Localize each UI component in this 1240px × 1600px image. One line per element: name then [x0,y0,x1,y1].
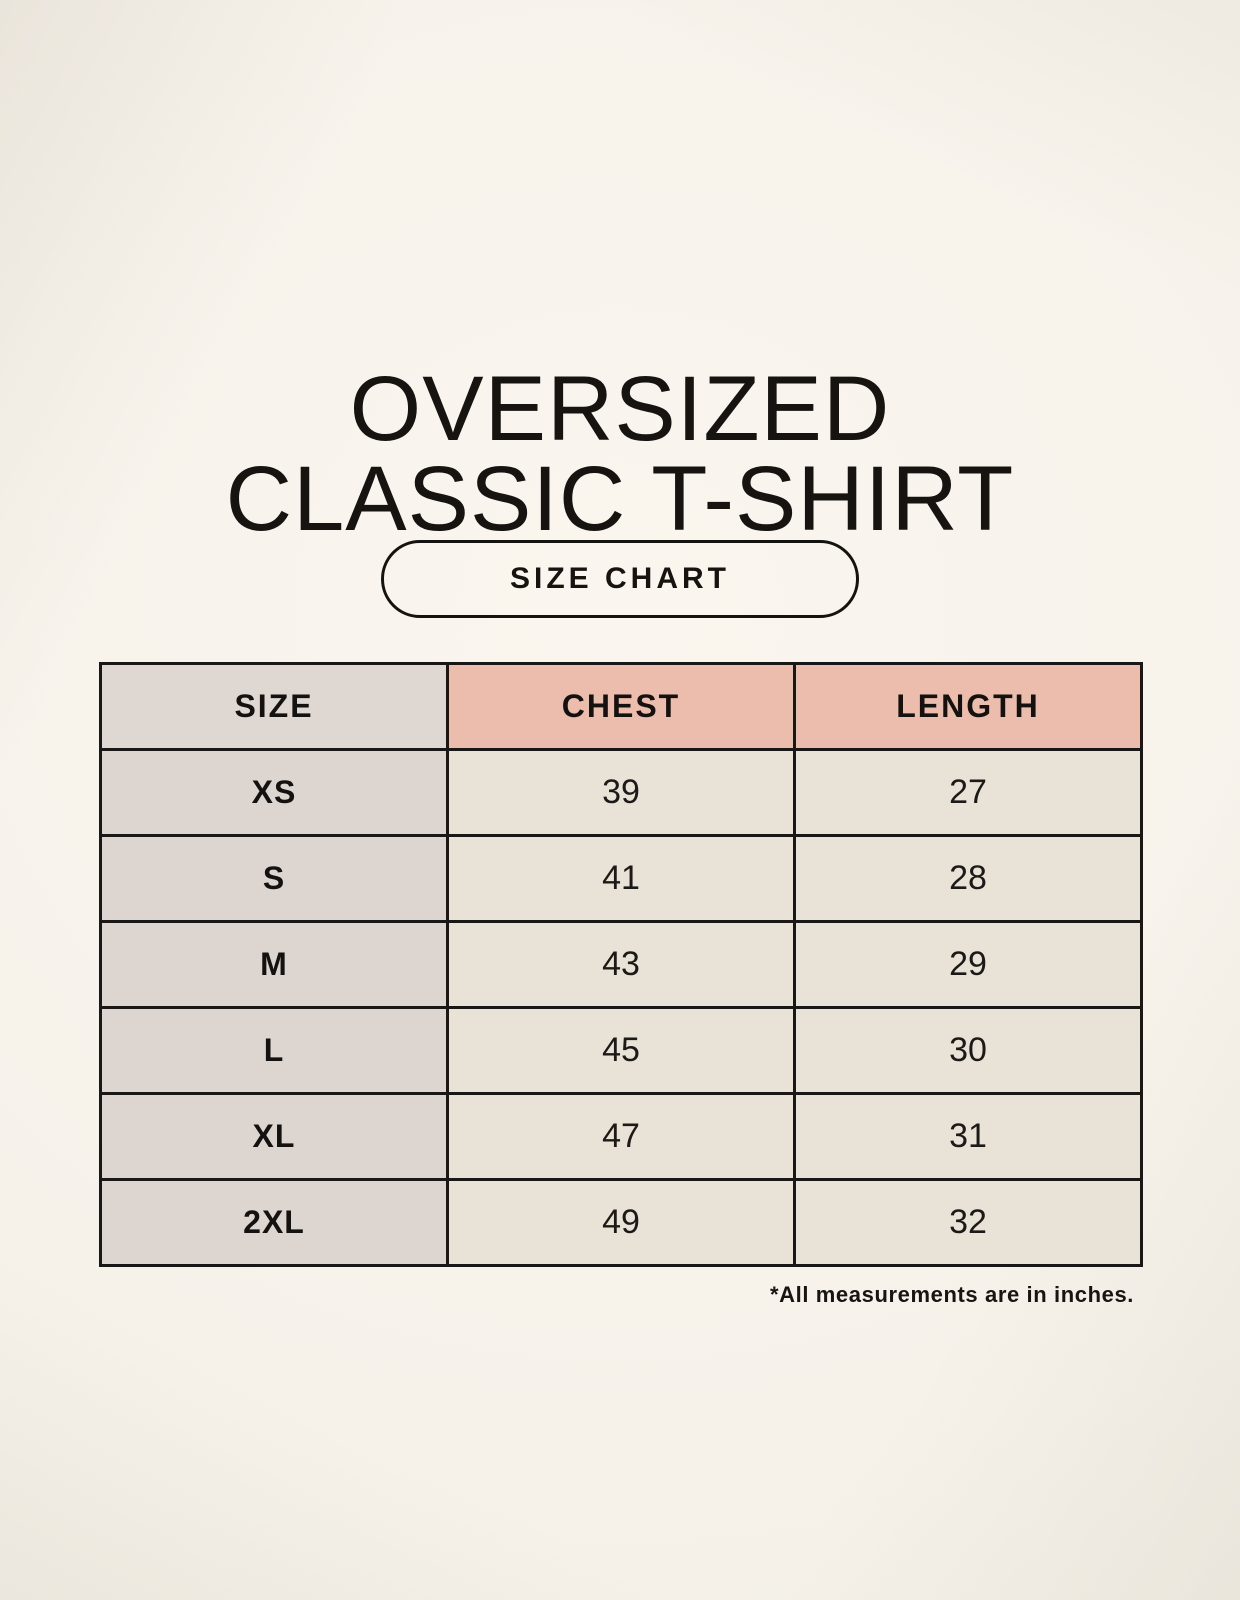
table-row-2xl [101,1180,1142,1266]
size-table [99,662,1143,1267]
table-row-s [101,836,1142,922]
chest-cell: 41 [448,836,795,922]
size-cell: 2XL [101,1180,448,1266]
size-cell: L [101,1008,448,1094]
measurements-footnote: *All measurements are in inches. [769,1282,1134,1307]
column-header-size: SIZE [101,664,448,750]
length-cell: 32 [795,1180,1142,1266]
product-title-line2: CLASSIC T-SHIRT [225,447,1015,550]
table-row-m [101,922,1142,1008]
size-chart-button[interactable] [381,540,859,618]
column-header-length: LENGTH [795,664,1142,750]
length-cell: 31 [795,1094,1142,1180]
size-cell: S [101,836,448,922]
table-row-xl [101,1094,1142,1180]
chest-cell: 45 [448,1008,795,1094]
size-table-header [101,664,1142,750]
column-header-chest: CHEST [448,664,795,750]
chest-cell: 47 [448,1094,795,1180]
size-cell: XS [101,750,448,836]
size-table-body [101,750,1142,1266]
length-cell: 29 [795,922,1142,1008]
size-chart-button-label: SIZE CHART [510,562,730,595]
product-title-line1: OVERSIZED [349,357,891,460]
size-cell: M [101,922,448,1008]
length-cell: 27 [795,750,1142,836]
chest-cell: 39 [448,750,795,836]
product-title [0,357,1240,550]
length-cell: 30 [795,1008,1142,1094]
chest-cell: 43 [448,922,795,1008]
header-row [101,664,1142,750]
table-row-xs [101,750,1142,836]
length-cell: 28 [795,836,1142,922]
table-row-l [101,1008,1142,1094]
chest-cell: 49 [448,1180,795,1266]
size-cell: XL [101,1094,448,1180]
